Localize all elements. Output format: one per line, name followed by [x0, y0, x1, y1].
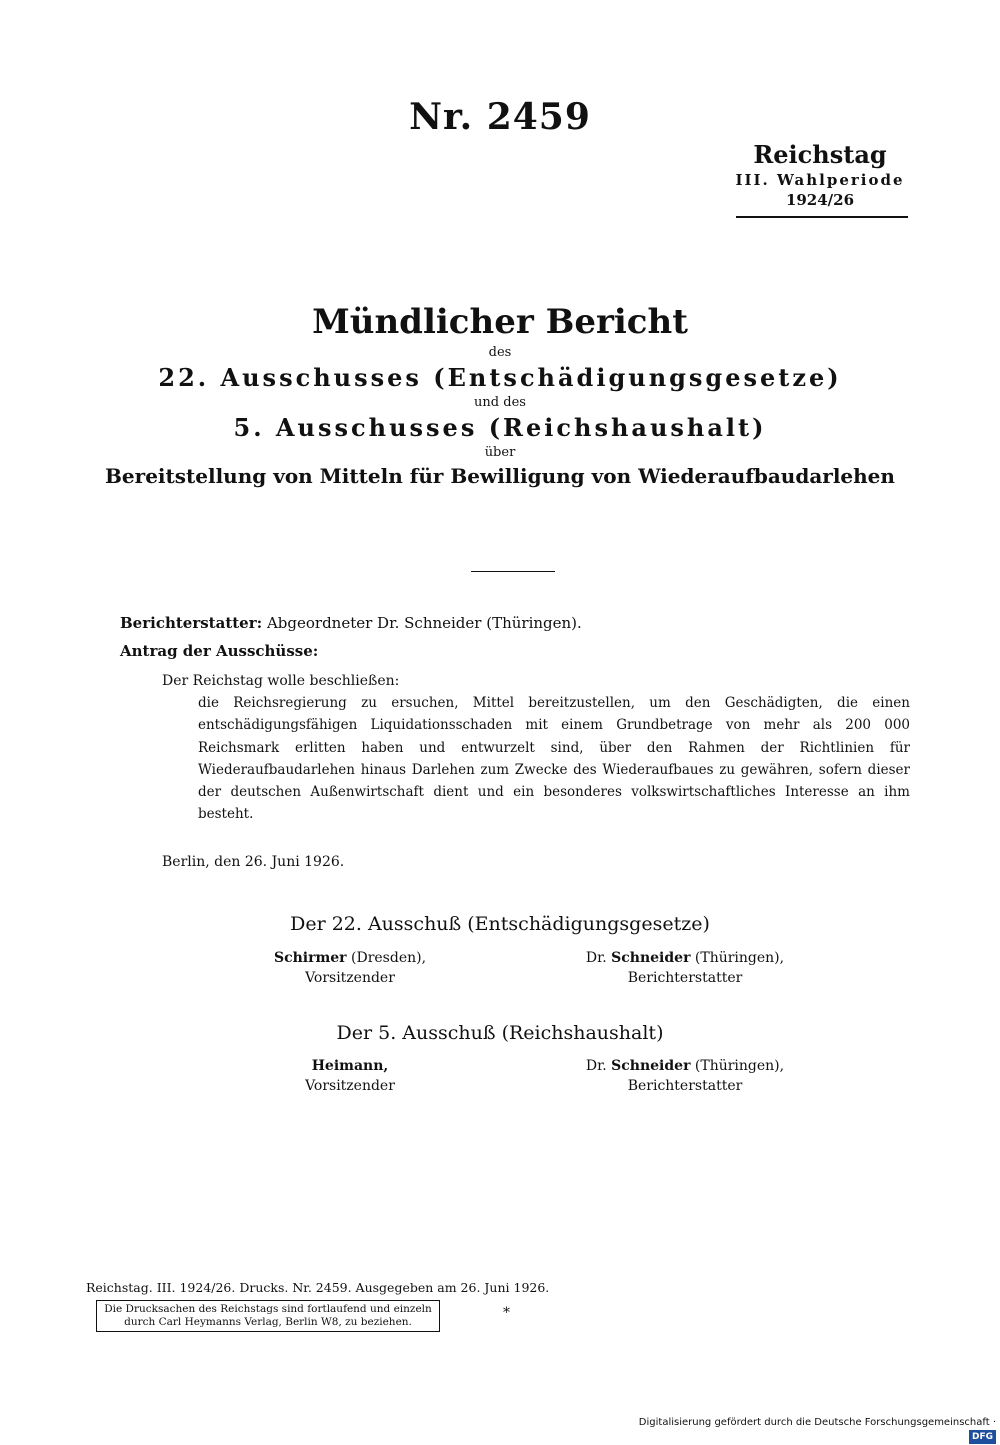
committee-22: 22. Ausschusses (Entschädigungsgesetze)	[158, 363, 842, 392]
period-underline	[736, 216, 908, 218]
chair-name: Heimann,	[311, 1058, 389, 1074]
chair-suffix: (Dresden),	[346, 950, 427, 966]
chair-role: Vorsitzender	[305, 1078, 395, 1094]
electoral-period: III. Wahlperiode	[735, 171, 905, 189]
reichstag-label: Reichstag	[753, 140, 887, 169]
reporter-role: Berichterstatter	[627, 1078, 743, 1094]
motion-intro: Der Reichstag wolle beschließen:	[162, 673, 400, 689]
committee-5: 5. Ausschusses (Reichshaushalt)	[233, 413, 767, 442]
signature-committee-5: Der 5. Ausschuß (Reichshaushalt)	[336, 1022, 664, 1044]
reporter-sig-name: Schneider	[611, 1058, 691, 1074]
report-title: Mündlicher Bericht	[312, 302, 688, 342]
notice-line-2: durch Carl Heymanns Verlag, Berlin W8, zu beziehen.	[124, 1316, 412, 1328]
dfg-credit-text: Digitalisierung gefördert durch die Deutsche Forschungsgemeinschaft ·	[638, 1417, 996, 1428]
document-number: Nr. 2459	[409, 96, 591, 138]
reporter-role: Berichterstatter	[627, 970, 743, 986]
reporter-suffix: (Thüringen),	[690, 950, 785, 966]
signature-chair-22	[250, 948, 450, 988]
dfg-credit	[610, 1416, 996, 1445]
date-line: Berlin, den 26. Juni 1926.	[162, 854, 345, 870]
imprint-line: Reichstag. III. 1924/26. Drucks. Nr. 2459. Ausgegeben am 26. Juni 1926.	[86, 1280, 550, 1295]
publisher-notice	[96, 1300, 440, 1332]
connector-des: des	[488, 345, 512, 360]
reporter-prefix: Dr.	[585, 1058, 612, 1074]
reporter-suffix: (Thüringen),	[690, 1058, 785, 1074]
connector-und-des: und des	[474, 395, 526, 410]
reporter-sig-name: Schneider	[611, 950, 691, 966]
reporter-line	[120, 612, 582, 634]
title-divider	[471, 571, 555, 572]
motion-body: die Reichsregierung zu ersuchen, Mittel bereitzustellen, um den Geschädigten, die einen entschädigungsfähigen Liquidationsschaden mit einem Grundbetrage von mehr als 200 000 Reichsmark erlitten haben und entwurzelt sind, über den Rahmen der Richtlinien für Wiederaufbaudarlehen hinaus Darlehen zum Zwecke des Wiederaufbaues zu gewähren, sofern dieser der deutschen Außenwirtschaft dient und ein besonderes volkswirtschaftliches Interesse an ihm besteht.	[198, 695, 910, 823]
signature-reporter-5	[560, 1056, 810, 1096]
reichstag-period-block	[720, 140, 920, 210]
dfg-logo-icon: DFG	[969, 1430, 996, 1444]
star-mark: *	[503, 1305, 510, 1321]
chair-role: Vorsitzender	[305, 970, 395, 986]
chair-name: Schirmer	[273, 950, 347, 966]
title-block	[0, 300, 1000, 490]
signature-reporter-22	[560, 948, 810, 988]
signature-committee-22: Der 22. Ausschuß (Entschädigungsgesetze)	[290, 913, 710, 935]
period-years: 1924/26	[785, 191, 855, 209]
signature-chair-5	[250, 1056, 450, 1096]
notice-line-1: Die Drucksachen des Reichstags sind fortlaufend und einzeln	[104, 1303, 432, 1315]
motion-heading: Antrag der Ausschüsse:	[120, 642, 319, 660]
reporter-label: Berichterstatter:	[120, 614, 263, 632]
reporter-prefix: Dr.	[585, 950, 612, 966]
connector-ueber: über	[484, 445, 516, 460]
reporter-name: Abgeordneter Dr. Schneider (Thüringen).	[266, 614, 582, 632]
report-subject: Bereitstellung von Mitteln für Bewilligung von Wiederaufbaudarlehen	[105, 464, 895, 488]
